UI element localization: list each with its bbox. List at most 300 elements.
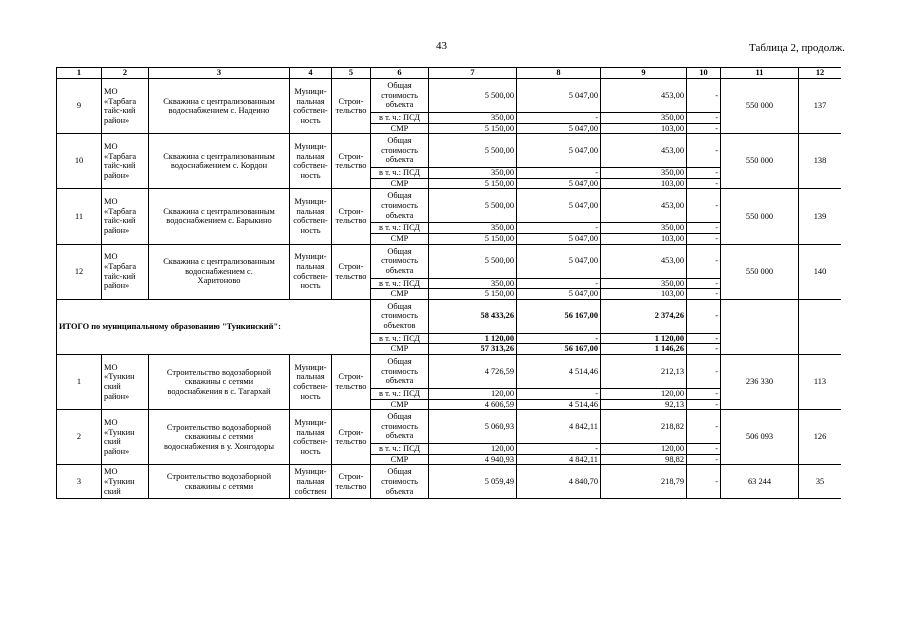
cell-value: 4 726,59	[484, 366, 514, 376]
total-row	[57, 299, 842, 333]
cell-value: 5 047,00	[568, 145, 598, 155]
column-header-6	[371, 68, 429, 79]
cell-line: СМР	[390, 399, 409, 409]
value-c10	[687, 465, 721, 499]
cell-line: Муници-	[294, 418, 327, 428]
value-c8	[517, 123, 601, 134]
cell-line: тельство	[335, 481, 367, 491]
total-value-c10	[687, 344, 721, 355]
value-c9	[601, 79, 687, 113]
cell-line: ность	[300, 226, 321, 236]
cell-line: район»	[104, 170, 130, 180]
cell-line: тайс-кий	[104, 271, 136, 281]
total-value-c8	[517, 333, 601, 344]
cell-line: тельство	[335, 382, 367, 392]
cell-value: 1	[76, 377, 82, 387]
cell-value: 11	[755, 68, 764, 78]
total-col11	[721, 299, 799, 354]
cell-value: 98,82	[665, 454, 684, 464]
cell-value: 5 150,00	[484, 178, 514, 188]
cell-value: -	[595, 388, 598, 398]
cell-line: стоимость	[381, 90, 418, 100]
value-c8	[517, 278, 601, 289]
cell-value: 9	[76, 101, 82, 111]
cell-line: Строи-	[338, 206, 364, 216]
cell-line: ский	[104, 486, 121, 496]
cell-value: 137	[813, 101, 827, 111]
group-col12	[799, 79, 842, 134]
cell-value: -	[715, 123, 718, 133]
table-row	[57, 354, 842, 388]
value-c9	[601, 289, 687, 300]
cell-line: собствен-	[293, 106, 328, 116]
total-label	[57, 299, 371, 354]
group-ownership	[290, 134, 332, 189]
total-value-c9	[601, 299, 687, 333]
cell-line: пальная	[296, 262, 325, 272]
cell-value: -	[715, 388, 718, 398]
cell-line: Строи-	[338, 372, 364, 382]
cell-line: район»	[104, 281, 130, 291]
cell-line: тайс-кий	[104, 161, 136, 171]
cost-type	[371, 79, 429, 113]
cell-line: МО	[104, 197, 118, 207]
value-c9	[601, 388, 687, 399]
cell-line: тайс-кий	[104, 216, 136, 226]
group-municipality	[102, 354, 149, 409]
cell-value: -	[715, 344, 718, 354]
group-col12	[799, 244, 842, 299]
cell-line: собствен	[294, 486, 327, 496]
cost-type	[371, 134, 429, 168]
group-number	[57, 244, 102, 299]
total-value-c8	[517, 299, 601, 333]
cell-line: собствен-	[293, 216, 328, 226]
cell-value: -	[715, 366, 718, 376]
cell-value: 126	[813, 432, 827, 442]
cell-value: 5 150,00	[484, 123, 514, 133]
cell-value: -	[715, 454, 718, 464]
value-c8	[517, 178, 601, 189]
cell-line: район»	[104, 391, 130, 401]
cell-value: 58 433,26	[480, 311, 514, 321]
value-c10	[687, 134, 721, 168]
cell-value: 3	[216, 68, 222, 78]
cell-line: Муници-	[294, 86, 327, 96]
cell-line: СМР	[390, 454, 409, 464]
cell-line: ность	[300, 446, 321, 456]
cell-value: 350,00	[660, 278, 684, 288]
group-col11	[721, 134, 799, 189]
page-number: 43	[436, 40, 447, 52]
cell-line: в т. ч.: ПСД	[379, 223, 420, 233]
cell-line: пальная	[296, 151, 325, 161]
group-work-type	[332, 134, 371, 189]
cost-type	[371, 113, 429, 124]
group-col12	[799, 410, 842, 465]
value-c10	[687, 354, 721, 388]
cell-value: 4 514,46	[568, 399, 598, 409]
cell-value: -	[715, 145, 718, 155]
cell-line: МО	[104, 467, 118, 477]
cell-line: пальная	[296, 372, 325, 382]
cell-value: 4	[308, 68, 313, 78]
cell-line: Строи-	[338, 151, 364, 161]
cell-value: 550 000	[745, 101, 774, 111]
table-row	[57, 465, 842, 499]
total-value-c9	[601, 344, 687, 355]
group-object	[149, 244, 290, 299]
cell-value: 4 840,70	[568, 477, 598, 487]
cell-line: пальная	[296, 477, 325, 487]
cell-value: 92,13	[665, 399, 684, 409]
value-c10	[687, 123, 721, 134]
value-c9	[601, 354, 687, 388]
cell-value: 5 047,00	[568, 123, 598, 133]
cell-line: пальная	[296, 96, 325, 106]
cell-value: -	[595, 444, 598, 454]
cell-line: водоснабжения в с. Тагархай	[167, 386, 271, 396]
cell-line: МО	[104, 252, 118, 262]
group-work-type	[332, 79, 371, 134]
cell-value: 140	[813, 266, 827, 276]
cell-value: -	[715, 333, 718, 343]
value-c10	[687, 399, 721, 410]
cost-type	[371, 388, 429, 399]
cell-value: 103,00	[660, 123, 684, 133]
table-row	[57, 189, 842, 223]
cost-type	[371, 123, 429, 134]
cell-value: ИТОГО по муниципальному образованию "Тункинский":	[59, 322, 281, 332]
value-c7	[429, 410, 517, 444]
cell-value: 5 047,00	[568, 233, 598, 243]
column-header-7	[429, 68, 517, 79]
cell-value: 5 059,49	[484, 477, 514, 487]
total-value-c7	[429, 344, 517, 355]
column-header-2	[102, 68, 149, 79]
cell-value: -	[715, 256, 718, 266]
group-object	[149, 354, 290, 409]
cell-line: Харитоново	[197, 276, 241, 286]
group-work-type	[332, 410, 371, 465]
total-value-c9	[601, 333, 687, 344]
cell-value: 1	[76, 68, 82, 78]
group-number	[57, 79, 102, 134]
column-header-5	[332, 68, 371, 79]
group-ownership	[290, 465, 332, 499]
value-c10	[687, 168, 721, 179]
group-ownership	[290, 354, 332, 409]
cell-line: объектов	[383, 321, 416, 331]
cell-value: 5 500,00	[484, 90, 514, 100]
cell-line: собствен-	[293, 382, 328, 392]
table-caption: Таблица 2, продолж.	[749, 42, 845, 54]
cell-line: стоимость	[381, 145, 418, 155]
cell-value: -	[595, 168, 598, 178]
group-col12	[799, 189, 842, 244]
cell-line: тельство	[335, 106, 367, 116]
cell-line: Муници-	[294, 252, 327, 262]
cell-line: пальная	[296, 427, 325, 437]
cell-value: -	[715, 90, 718, 100]
cell-value: 506 093	[745, 432, 774, 442]
cell-line: ность	[300, 170, 321, 180]
cell-value: -	[715, 178, 718, 188]
cost-type	[371, 465, 429, 499]
cell-line: скважины с сетями	[184, 377, 254, 387]
table-row	[57, 410, 842, 444]
cell-line: объекта	[385, 486, 414, 496]
value-c9	[601, 399, 687, 410]
cell-value: 11	[74, 211, 84, 221]
value-c8	[517, 113, 601, 124]
cell-value: 120,00	[490, 444, 514, 454]
cell-value: 120,00	[660, 388, 684, 398]
cell-line: СМР	[390, 178, 409, 188]
cell-line: водоснабжением с.	[185, 266, 253, 276]
column-header-8	[517, 68, 601, 79]
cell-value: 4 842,11	[568, 454, 598, 464]
cell-value: 218,79	[660, 477, 684, 487]
cell-line: скважины с сетями	[184, 481, 254, 491]
value-c8	[517, 134, 601, 168]
value-c10	[687, 178, 721, 189]
cell-line: Строи-	[338, 262, 364, 272]
cell-line: Скважина с централизованным	[163, 151, 275, 161]
cell-value: 5 047,00	[568, 289, 598, 299]
value-c10	[687, 79, 721, 113]
cell-line: СМР	[390, 123, 409, 133]
value-c9	[601, 244, 687, 278]
cell-line: собствен-	[293, 437, 328, 447]
value-c7	[429, 444, 517, 455]
group-number	[57, 465, 102, 499]
cell-value: -	[715, 233, 718, 243]
value-c8	[517, 244, 601, 278]
cell-value: 4 842,11	[568, 421, 598, 431]
cell-value: 8	[556, 68, 561, 78]
cell-line: Общая	[387, 357, 412, 367]
cell-line: «Тункин	[104, 477, 135, 487]
cell-line: тельство	[335, 161, 367, 171]
cell-line: Общая	[387, 412, 412, 422]
cost-type	[371, 233, 429, 244]
group-object	[149, 410, 290, 465]
cell-value: 1 120,00	[654, 333, 684, 343]
cell-line: стоимость	[381, 201, 418, 211]
cell-value: 3	[76, 477, 82, 487]
value-c10	[687, 233, 721, 244]
cell-line: Муници-	[294, 142, 327, 152]
value-c9	[601, 113, 687, 124]
cell-value: -	[715, 311, 718, 321]
cell-value: 10	[699, 68, 708, 78]
group-object	[149, 134, 290, 189]
cell-line: Строительство водозаборной	[166, 422, 272, 432]
value-c7	[429, 465, 517, 499]
cell-value: 103,00	[660, 178, 684, 188]
cell-line: пальная	[296, 206, 325, 216]
cell-value: -	[715, 444, 718, 454]
cell-value: 5 500,00	[484, 201, 514, 211]
cost-type	[371, 289, 429, 300]
group-work-type	[332, 354, 371, 409]
cell-value: 5 500,00	[484, 145, 514, 155]
cell-value: 5 500,00	[484, 256, 514, 266]
cell-line: район»	[104, 446, 130, 456]
total-value-c8	[517, 344, 601, 355]
cell-value: 350,00	[660, 168, 684, 178]
cell-value: 138	[813, 156, 827, 166]
cell-line: водоснабжением с. Надеино	[168, 106, 270, 116]
cell-line: ность	[300, 115, 321, 125]
cell-line: Строи-	[338, 427, 364, 437]
value-c8	[517, 79, 601, 113]
cell-line: «Тункин	[104, 427, 135, 437]
group-municipality	[102, 189, 149, 244]
cell-line: МО	[104, 86, 118, 96]
cell-line: ский	[104, 382, 121, 392]
cell-value: 120,00	[660, 444, 684, 454]
value-c7	[429, 113, 517, 124]
cell-value: 236 330	[745, 377, 774, 387]
value-c8	[517, 465, 601, 499]
cell-line: тельство	[335, 271, 367, 281]
group-col11	[721, 465, 799, 499]
value-c9	[601, 410, 687, 444]
value-c8	[517, 454, 601, 465]
value-c9	[601, 465, 687, 499]
cell-line: в т. ч.: ПСД	[379, 388, 420, 398]
value-c7	[429, 233, 517, 244]
value-c7	[429, 223, 517, 234]
cell-value: 1 146,26	[654, 344, 684, 354]
cell-value: 57 313,26	[480, 344, 514, 354]
cost-type	[371, 344, 429, 355]
cell-value: 453,00	[660, 145, 684, 155]
cell-value: -	[715, 113, 718, 122]
cell-value: 7	[470, 68, 475, 78]
total-value-c10	[687, 299, 721, 333]
cell-value: -	[715, 477, 718, 487]
cell-value: 218,82	[660, 421, 684, 431]
cell-value: 212,13	[660, 366, 684, 376]
cell-value: 453,00	[660, 90, 684, 100]
value-c9	[601, 178, 687, 189]
value-c8	[517, 289, 601, 300]
value-c10	[687, 223, 721, 234]
cell-value: -	[595, 333, 598, 343]
cell-value: 103,00	[660, 233, 684, 243]
cell-line: Общая	[387, 246, 412, 256]
cell-line: «Тарбага	[104, 206, 137, 216]
cell-line: в т. ч.: ПСД	[379, 278, 420, 288]
group-ownership	[290, 244, 332, 299]
cell-line: Общая	[387, 191, 412, 201]
column-header-11	[721, 68, 799, 79]
group-ownership	[290, 410, 332, 465]
value-c7	[429, 244, 517, 278]
cell-value: 350,00	[490, 168, 514, 178]
cell-value: 35	[815, 477, 825, 487]
cell-value: 350,00	[490, 278, 514, 288]
cell-value: 6	[397, 68, 402, 78]
cell-value: 12	[815, 68, 825, 78]
cell-line: скважины с сетями	[184, 432, 254, 442]
cell-line: Общая	[387, 301, 412, 311]
total-value-c7	[429, 333, 517, 344]
cost-type	[371, 189, 429, 223]
cell-value: -	[595, 223, 598, 233]
value-c9	[601, 278, 687, 289]
cell-value: -	[715, 168, 718, 178]
cell-value: -	[715, 278, 718, 288]
cell-line: тельство	[335, 437, 367, 447]
cell-value: 5 150,00	[484, 289, 514, 299]
total-col12	[799, 299, 842, 354]
group-col11	[721, 189, 799, 244]
value-c8	[517, 399, 601, 410]
cell-line: собствен-	[293, 271, 328, 281]
cell-line: Скважина с централизованным	[163, 206, 275, 216]
cell-value: 350,00	[660, 113, 684, 122]
value-c7	[429, 123, 517, 134]
value-c8	[517, 189, 601, 223]
group-col12	[799, 465, 842, 499]
cost-type	[371, 244, 429, 278]
cell-line: стоимость	[381, 477, 418, 487]
group-col11	[721, 244, 799, 299]
cell-value: 4 940,93	[484, 454, 514, 464]
group-municipality	[102, 410, 149, 465]
cell-value: 63 244	[747, 477, 772, 487]
cell-line: объекта	[385, 431, 414, 441]
value-c7	[429, 388, 517, 399]
column-header-12	[799, 68, 842, 79]
cell-line: стоимость	[381, 311, 418, 321]
cell-line: СМР	[390, 289, 409, 299]
group-number	[57, 354, 102, 409]
cell-value: -	[715, 201, 718, 211]
value-c10	[687, 278, 721, 289]
cell-line: водоснабжением с. Кордон	[170, 161, 268, 171]
cell-line: Строи-	[338, 472, 364, 482]
cell-value: 550 000	[745, 266, 774, 276]
value-c10	[687, 289, 721, 300]
value-c10	[687, 454, 721, 465]
cell-value: 5 047,00	[568, 178, 598, 188]
cell-value: -	[715, 289, 718, 299]
value-c7	[429, 189, 517, 223]
value-c7	[429, 79, 517, 113]
cell-value: 5 047,00	[568, 90, 598, 100]
cell-value: 2	[122, 68, 128, 78]
column-header-4	[290, 68, 332, 79]
group-number	[57, 134, 102, 189]
cost-type	[371, 410, 429, 444]
cell-line: в т. ч.: ПСД	[379, 333, 420, 343]
group-work-type	[332, 244, 371, 299]
cell-line: Общая	[387, 136, 412, 146]
total-value-c10	[687, 333, 721, 344]
group-number	[57, 410, 102, 465]
cell-line: район»	[104, 115, 130, 125]
value-c9	[601, 189, 687, 223]
cell-line: ность	[300, 281, 321, 291]
table-row	[57, 79, 842, 113]
cell-line: Скважина с централизованным	[163, 96, 275, 106]
cell-line: район»	[104, 226, 130, 236]
